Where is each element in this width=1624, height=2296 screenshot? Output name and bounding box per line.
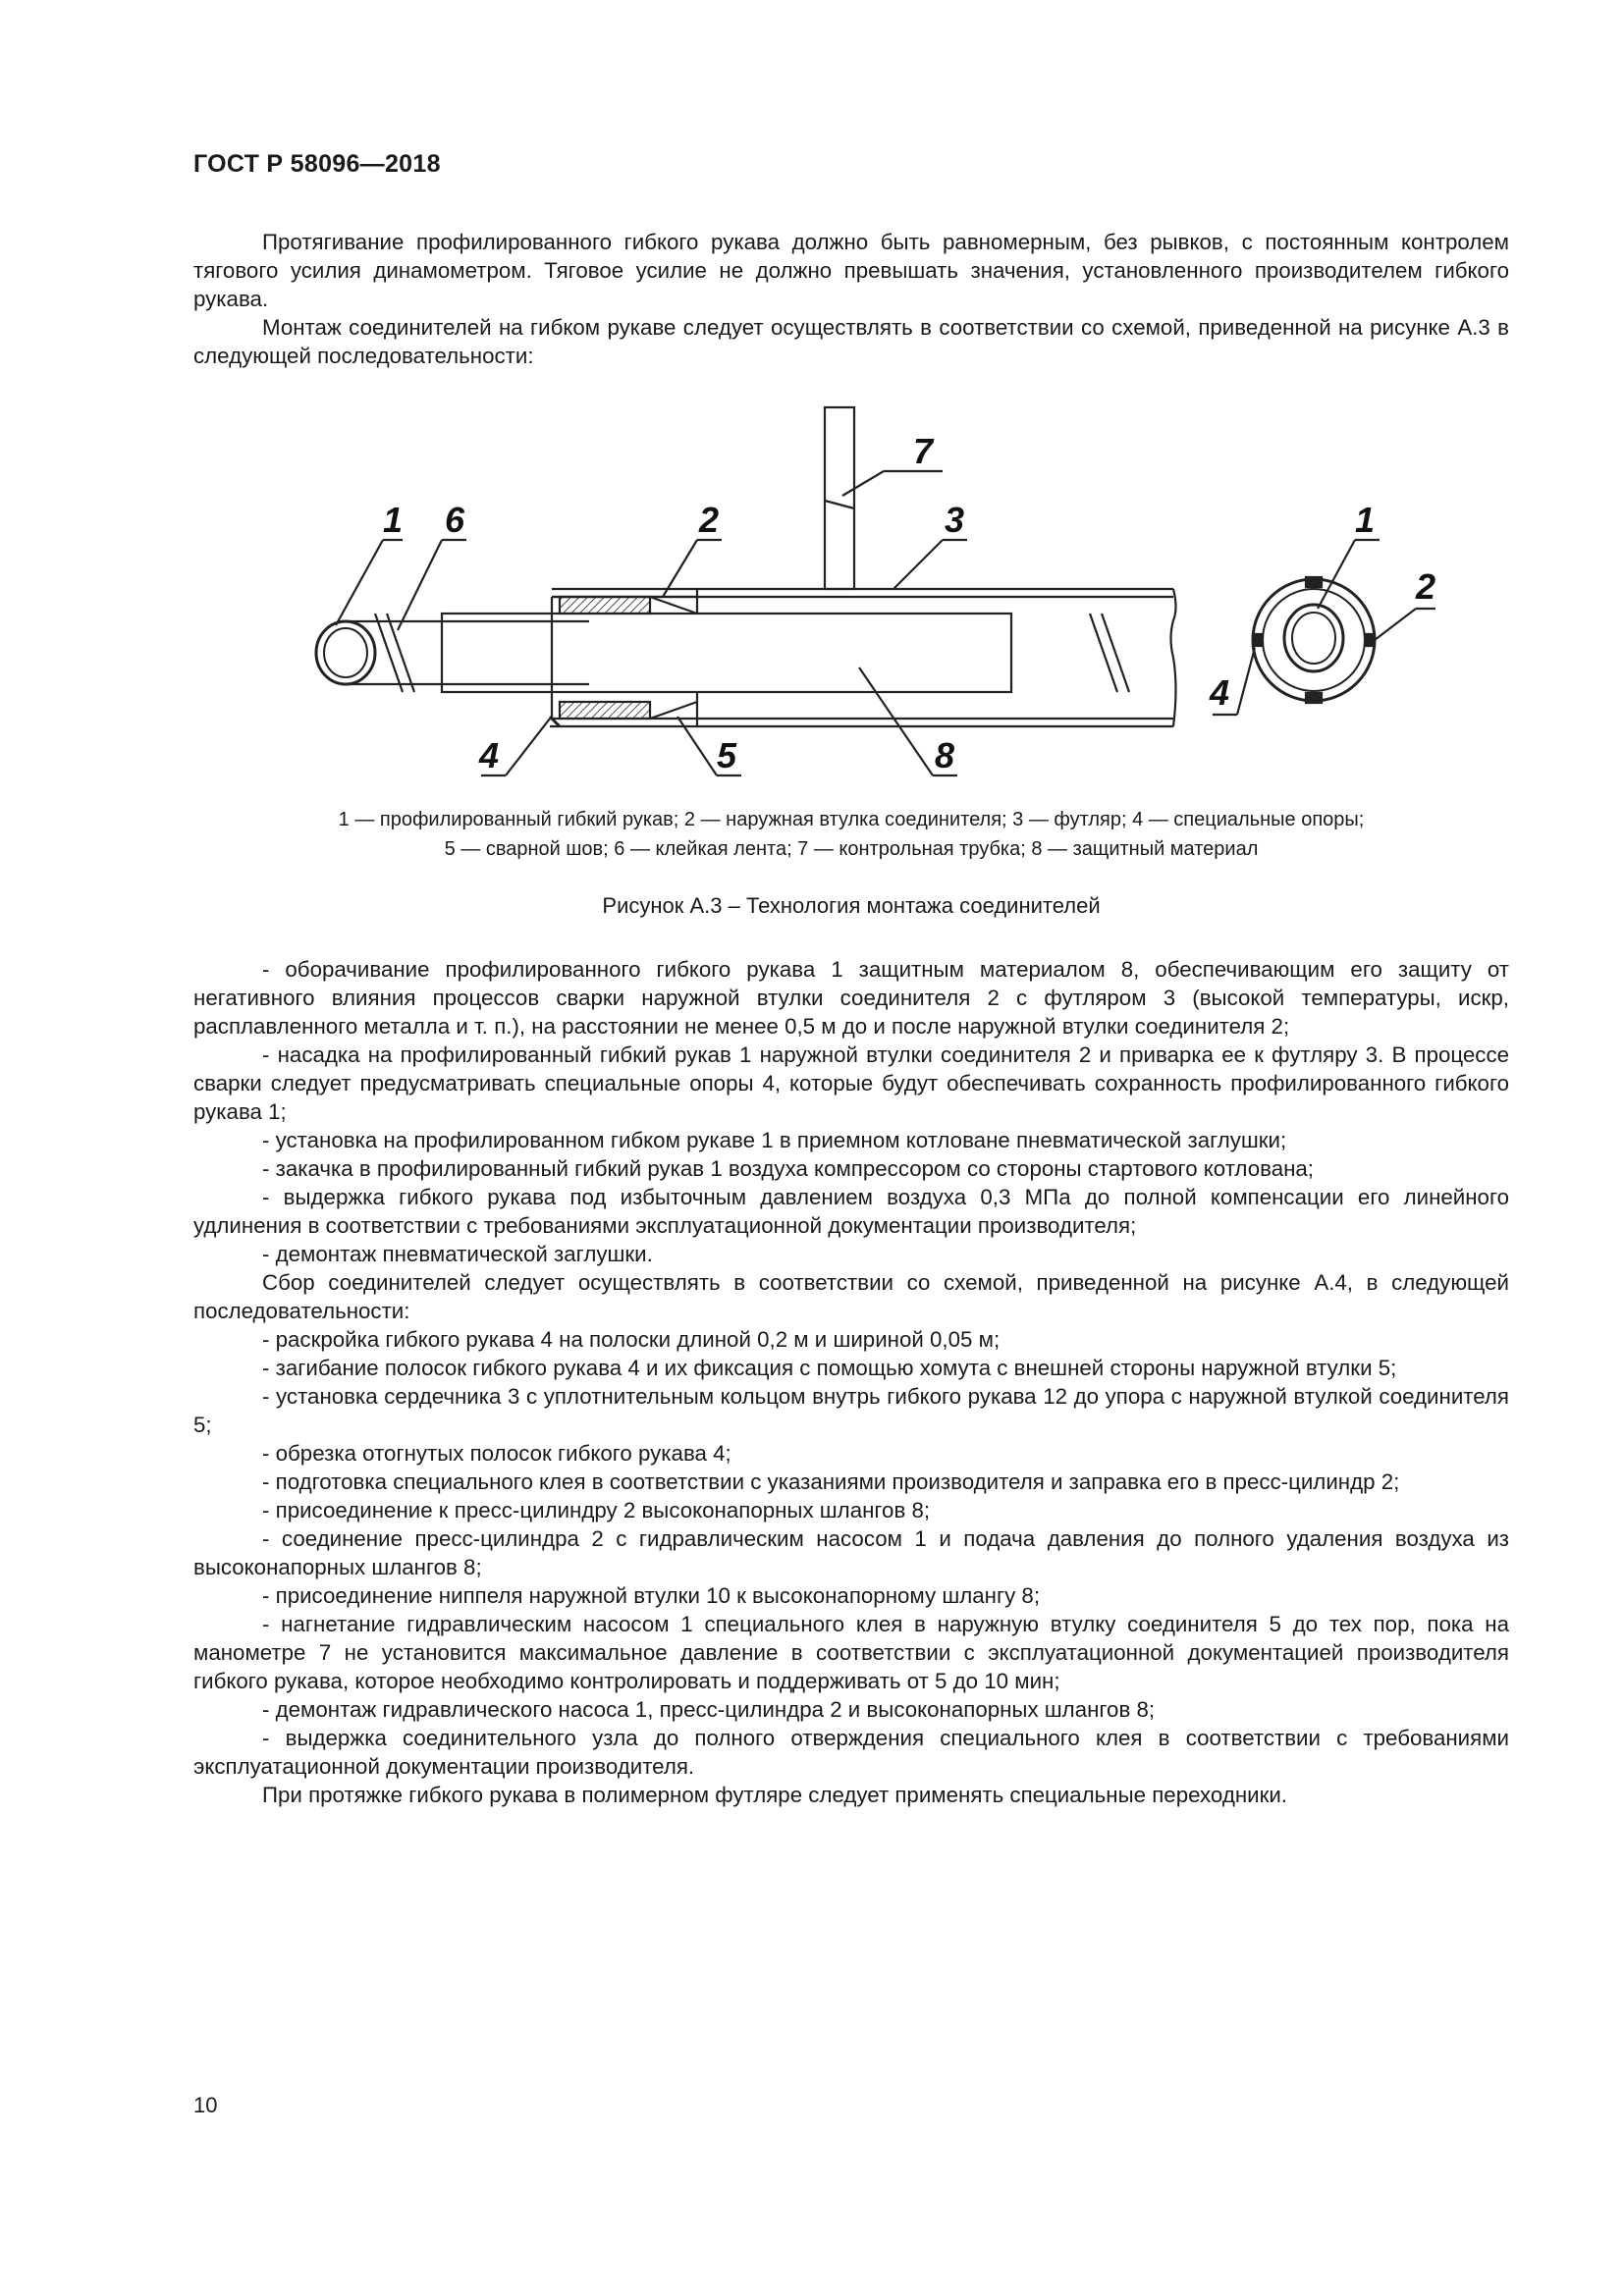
step: - демонтаж пневматической заглушки. <box>262 1242 653 1266</box>
label-3: 3 <box>945 500 965 540</box>
label-2-section: 2 <box>1416 566 1436 607</box>
legend-line: 5 — сварной шов; 6 — клейкая лента; 7 — контрольная трубка; 8 — защитный материал <box>444 838 1259 860</box>
step: - нагнетание гидравлическим насосом 1 специального клея в наружную втулку соединителя 5 до тех пор, пока на манометре 7 не установится максимальное давление в соответствии с эксплуатационной документацией производителя гибкого рукава, которое необходимо контролировать и поддерживать от 5 до 10 мин; <box>193 1612 1509 1693</box>
legend-line: 1 — профилированный гибкий рукав; 2 — наружная втулка соединителя; 3 — футляр; 4 — специальные опоры; <box>338 809 1365 830</box>
step: - присоединение к пресс-цилиндру 2 высоконапорных шлангов 8; <box>262 1498 931 1522</box>
step: - установка на профилированном гибком рукаве 1 в приемном котловане пневматической заглушки; <box>262 1128 1287 1152</box>
figure-caption: Рисунок А.3 – Технология монтажа соединителей <box>602 893 1101 918</box>
label-1: 1 <box>383 500 404 540</box>
procedure-steps <box>193 955 1509 1809</box>
intro-text <box>193 228 1509 370</box>
step: Сбор соединителей следует осуществлять в соответствии со схемой, приведенной на рисунке А.4, в следующей последовательности: <box>193 1270 1509 1323</box>
label-4: 4 <box>479 735 500 775</box>
step: - подготовка специального клея в соответствии с указаниями производителя и заправка его в пресс-цилиндр 2; <box>262 1469 1400 1494</box>
step: - демонтаж гидравлического насоса 1, пресс-цилиндра 2 и высоконапорных шлангов 8; <box>262 1697 1156 1722</box>
label-6: 6 <box>445 500 465 540</box>
outer-sleeve-top <box>560 597 650 614</box>
outer-sleeve-bottom <box>560 702 650 719</box>
step: - загибание полосок гибкого рукава 4 и их фиксация с помощью хомута с внешней стороны наружной втулки 5; <box>262 1356 1397 1380</box>
control-tube <box>825 407 854 589</box>
adhesive-tape <box>375 614 403 692</box>
paragraph: Монтаж соединителей на гибком рукаве следует осуществлять в соответствии со схемой, приведенной на рисунке А.3 в следующей последовательности: <box>193 315 1509 368</box>
step: - закачка в профилированный гибкий рукав 1 воздуха компрессором со стороны стартового котлована; <box>262 1156 1315 1181</box>
figure-legend <box>193 805 1509 864</box>
step: - выдержка соединительного узла до полного отверждения специального клея в соответствии с требованиями эксплуатационной документации производителя. <box>193 1726 1509 1779</box>
step: - установка сердечника 3 с уплотнительным кольцом внутрь гибкого рукава 12 до упора с наружной втулкой соединителя 5; <box>193 1384 1509 1437</box>
connector-installation-diagram <box>265 402 1483 795</box>
step: - присоединение ниппеля наружной втулки 10 к высоконапорному шлангу 8; <box>262 1583 1041 1608</box>
label-2: 2 <box>699 500 720 540</box>
label-5: 5 <box>717 735 737 775</box>
label-8: 8 <box>935 735 955 775</box>
step: - выдержка гибкого рукава под избыточным давлением воздуха 0,3 МПа до полной компенсации его линейного удлинения в соответствии с требованиями эксплуатационной документации производителя; <box>193 1185 1509 1238</box>
label-4-section: 4 <box>1210 672 1230 713</box>
page-number: 10 <box>193 2093 218 2117</box>
step: - оборачивание профилированного гибкого рукава 1 защитным материалом 8, обеспечивающим его защиту от негативного влияния процессов сварки наружной втулки соединителя 2 с футляром 3 (высокой температуры, искр, расплавленного металла и т. п.), на расстоянии не менее 0,5 м до и после наружной втулки соединителя 2; <box>193 957 1509 1039</box>
step: При протяжке гибкого рукава в полимерном футляре следует применять специальные переходники. <box>262 1783 1288 1807</box>
protective-material <box>442 614 1011 692</box>
step: - раскройка гибкого рукава 4 на полоски длиной 0,2 м и шириной 0,05 м; <box>262 1327 1001 1352</box>
paragraph: Протягивание профилированного гибкого рукава должно быть равномерным, без рывков, с постоянным контролем тягового усилия динамометром. Тяговое усилие не должно превышать значения, установленного производителем гибкого рукава. <box>193 230 1509 311</box>
cross-section-outer <box>1253 579 1375 701</box>
step: - обрезка отогнутых полосок гибкого рукава 4; <box>262 1441 731 1466</box>
label-7: 7 <box>913 431 934 471</box>
document-header: ГОСТ Р 58096—2018 <box>193 150 441 178</box>
step: - соединение пресс-цилиндра 2 с гидравлическим насосом 1 и подача давления до полного удаления воздуха из высоконапорных шлангов 8; <box>193 1526 1509 1579</box>
step: - насадка на профилированный гибкий рукав 1 наружной втулки соединителя 2 и приварка ее к футляру 3. В процессе сварки следует предусматривать специальные опоры 4, которые будут обеспечивать сохранность профилированного гибкого рукава 1; <box>193 1042 1509 1124</box>
label-1-section: 1 <box>1355 500 1376 540</box>
